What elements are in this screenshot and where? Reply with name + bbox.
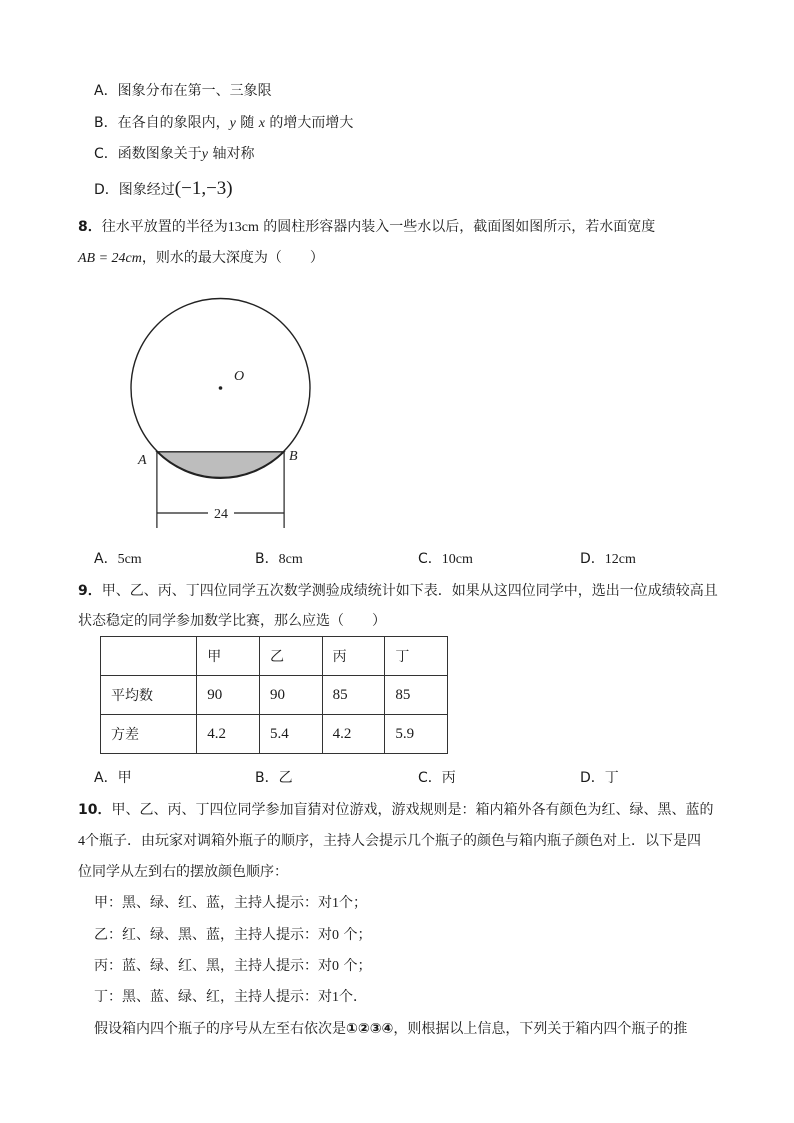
math-var-x: x (258, 116, 265, 131)
width-label: 24 (214, 507, 228, 522)
q8-option-a[interactable] (94, 549, 142, 570)
option-value: 丙 (441, 770, 456, 786)
q10-stem-line2 (78, 831, 701, 852)
q9-score-table (100, 636, 448, 754)
option-value: 5cm (117, 552, 142, 567)
q8-circle-figure (120, 290, 320, 535)
math-radius: 13cm (227, 220, 259, 235)
table-cell: 90 (197, 676, 260, 715)
q10-clue (94, 956, 371, 977)
q9-option-c[interactable] (418, 768, 456, 788)
q8-option-b[interactable] (255, 549, 303, 570)
question-text: ，则根据以上信息，下列关于箱内四个瓶子的推 (393, 1021, 688, 1037)
clue-count: 0 (332, 928, 339, 943)
question-text: ，则水的最大深度为（ ） (141, 250, 324, 266)
q7-option-a (94, 81, 272, 101)
question-text: 往水平放置的半径为 (101, 219, 228, 235)
table-header-cell: 丁 (385, 637, 448, 676)
q10-stem-line-last (94, 1019, 687, 1039)
option-text: 图象分布在第一、三象限 (117, 83, 272, 99)
option-letter: C． (418, 551, 442, 567)
table-cell: 4.2 (322, 715, 385, 754)
table-header-row (101, 637, 448, 676)
clue-text: 丁：黑、蓝、绿、红，主持人提示：对 (94, 989, 332, 1005)
table-cell: 5.9 (385, 715, 448, 754)
math-point: (−1,−3) (174, 178, 233, 199)
option-value: 12cm (604, 552, 636, 567)
clue-count: 0 (332, 959, 339, 974)
option-letter: D． (580, 770, 605, 786)
q9-stem-line2 (78, 611, 386, 631)
q9-stem-line1 (78, 581, 718, 601)
question-text: 个瓶子．由玩家对调箱外瓶子的顺序，主持人会提示几个瓶子的颜色与箱内瓶子颜色对上．以下是四 (85, 833, 701, 849)
clue-text: 个； (339, 895, 367, 911)
clue-text: 丙：蓝、绿、红、黑，主持人提示：对 (94, 958, 332, 974)
option-text: 轴对称 (208, 146, 255, 162)
table-row (101, 715, 448, 754)
question-number: 8． (78, 219, 102, 235)
question-text: 甲、乙、丙、丁四位同学五次数学测验成绩统计如下表．如果从这四位同学中，选出一位成绩较高且 (101, 583, 718, 599)
clue-text: 个； (339, 958, 372, 974)
table-cell: 5.4 (259, 715, 322, 754)
label-a: A (138, 453, 147, 468)
math-var-y: y (201, 147, 208, 162)
q7-option-b (94, 113, 353, 134)
table-cell: 90 (259, 676, 322, 715)
math-number: 4 (78, 834, 85, 849)
option-text: 的增大而增大 (264, 115, 354, 131)
q9-option-a[interactable] (94, 768, 132, 788)
clue-text: 个． (339, 989, 367, 1005)
q7-option-d (94, 179, 233, 200)
row-label: 平均数 (101, 676, 197, 715)
clue-count: 1 (332, 990, 339, 1005)
option-text: 函数图象关于 (117, 146, 202, 162)
option-text: 在各自的象限内， (117, 115, 230, 131)
q7-option-c (94, 144, 254, 165)
center-point (219, 386, 223, 390)
clue-text: 乙：红、绿、黑、蓝，主持人提示：对 (94, 927, 332, 943)
option-letter: B． (255, 770, 279, 786)
clue-text: 甲：黑、绿、红、蓝，主持人提示：对 (94, 895, 332, 911)
option-value: 甲 (117, 770, 132, 786)
q10-clue (94, 987, 367, 1008)
table-cell: 4.2 (197, 715, 260, 754)
q8-stem-line1 (78, 217, 655, 238)
q9-option-b[interactable] (255, 768, 293, 788)
option-value: 8cm (278, 552, 303, 567)
clue-count: 1 (332, 896, 339, 911)
question-text: 的圆柱形容器内装入一些水以后，截面图如图所示，若水面宽度 (258, 219, 656, 235)
option-text: 图象经过 (118, 182, 175, 198)
label-b: B (289, 449, 298, 464)
option-letter: B． (255, 551, 279, 567)
table-header-cell: 丙 (322, 637, 385, 676)
q10-stem-line1 (78, 800, 713, 820)
table-header-cell (101, 637, 197, 676)
math-ab: AB = 24cm (78, 251, 142, 266)
option-letter: D． (94, 182, 119, 198)
option-letter: B． (94, 115, 118, 131)
option-value: 丁 (604, 770, 619, 786)
row-label: 方差 (101, 715, 197, 754)
option-letter: A． (94, 770, 118, 786)
option-letter: C． (94, 146, 118, 162)
question-text: 假设箱内四个瓶子的序号从左至右依次是 (94, 1021, 346, 1037)
option-text: 随 (235, 115, 259, 131)
option-letter: C． (418, 770, 442, 786)
q8-option-c[interactable] (418, 549, 473, 570)
question-number: 9． (78, 583, 102, 599)
q8-stem-line2 (78, 248, 324, 269)
question-text: 位同学从左到右的摆放颜色顺序： (78, 864, 288, 880)
center-label: O (234, 369, 245, 384)
q10-clue (94, 893, 367, 914)
clue-text: 个； (339, 927, 372, 943)
table-row (101, 676, 448, 715)
table-cell: 85 (322, 676, 385, 715)
question-text: 甲、乙、丙、丁四位同学参加盲猜对位游戏，游戏规则是：箱内箱外各有颜色为红、绿、黑、蓝的 (111, 802, 714, 818)
option-letter: D． (580, 551, 605, 567)
table-header-cell: 甲 (197, 637, 260, 676)
question-number: 10． (78, 802, 112, 818)
table-cell: 85 (385, 676, 448, 715)
q10-stem-line3 (78, 862, 288, 882)
option-letter: A． (94, 83, 118, 99)
question-text: 状态稳定的同学参加数学比赛，那么应选（ ） (78, 613, 386, 629)
circled-numbers: ①②③④ (346, 1021, 394, 1037)
q9-option-d[interactable] (580, 768, 619, 788)
table-header-cell: 乙 (259, 637, 322, 676)
option-value: 10cm (441, 552, 473, 567)
option-value: 乙 (278, 770, 293, 786)
math-var-y: y (229, 116, 236, 131)
q10-clue (94, 925, 371, 946)
q8-option-d[interactable] (580, 549, 636, 570)
option-letter: A． (94, 551, 118, 567)
